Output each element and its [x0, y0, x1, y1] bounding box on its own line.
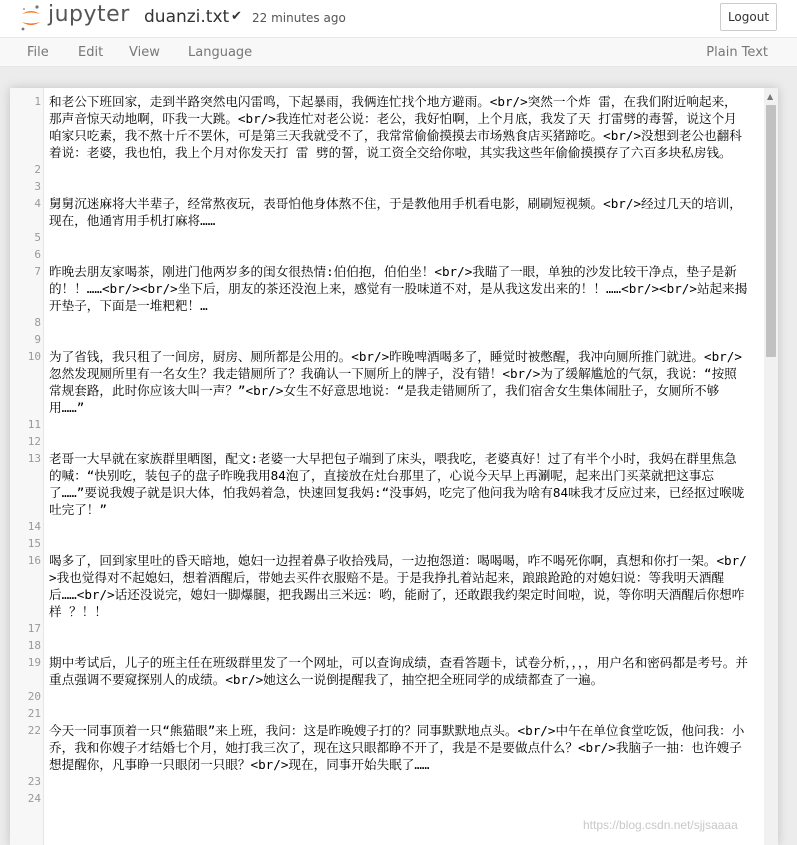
line-number: 1	[34, 95, 41, 108]
jupyter-logo-icon[interactable]	[20, 4, 42, 32]
code-line[interactable]	[10, 705, 764, 722]
line-text[interactable]	[49, 535, 749, 552]
code-line[interactable]	[10, 773, 764, 790]
code-line[interactable]	[10, 535, 764, 552]
saved-check-icon: ✔	[231, 9, 242, 24]
line-number: 18	[27, 639, 41, 652]
code-line[interactable]	[10, 450, 764, 518]
menu-view[interactable]: View	[129, 45, 160, 60]
line-number: 10	[27, 350, 41, 363]
menu-edit[interactable]: Edit	[78, 45, 104, 60]
line-text[interactable]	[49, 416, 749, 433]
code-line[interactable]	[10, 654, 764, 688]
text-editor[interactable]	[10, 88, 778, 845]
editor-content[interactable]	[10, 93, 764, 807]
line-text[interactable]	[49, 790, 749, 807]
line-number: 16	[27, 554, 41, 567]
line-text[interactable]: 为了省钱，我只租了一间房，厨房、厕所都是公用的。<br/>昨晚啤酒喝多了，睡觉时被憋醒，我冲向厕所推门就进。<br/>忽然发现厕所里有一名女生？我走错厕所了？我确认一下厕所上的牌子，没有错！<br/>为了缓解尴尬的气氛，我说：“按照常规套路，此时你应该大叫一声？”<br/>女生不好意思地说：“是我走错厕所了，我们宿舍女生集体闹肚子，女厕所不够用……”	[49, 349, 742, 415]
code-line[interactable]	[10, 161, 764, 178]
menubar	[0, 37, 797, 67]
code-line[interactable]	[10, 263, 764, 314]
watermark: https://blog.csdn.net/sjjsaaaa	[583, 818, 738, 832]
code-line[interactable]	[10, 178, 764, 195]
line-text[interactable]	[49, 637, 749, 654]
menu-language[interactable]: Language	[188, 45, 253, 60]
code-line[interactable]	[10, 688, 764, 705]
code-line[interactable]	[10, 722, 764, 773]
file-name[interactable]: duanzi.txt	[144, 7, 230, 27]
code-line[interactable]	[10, 348, 764, 416]
line-text[interactable]: 喝多了，回到家里吐的昏天暗地，媳妇一边捏着鼻子收拾残局，一边抱怨道：喝喝喝，咋不喝死你啊，真想和你打一架。<br/>我也觉得对不起媳妇，想着酒醒后，带她去买件衣服赔不是。于是我挣扎着站起来，踉踉跄跄的对媳妇说：等我明天酒醒后……<br/>话还没说完，媳妇一脚爆腿，把我踢出三米远：哟，能耐了，还敢跟我约架定时间啦，说，等你明天酒醒后你想咋样 ？！！	[49, 553, 747, 619]
line-text[interactable]: 老哥一大早就在家族群里晒图，配文:老婆一大早把包子端到了床头，喂我吃，老婆真好！过了有半个小时，我妈在群里焦急的喊：“快别吃，装包子的盘子昨晚我用84泡了，直接放在灶台那里了，心说今天早上再涮呢，起来出门买菜就把这事忘了……”要说我嫂子就是识大体，怕我妈着急，快速回复我妈:“没事妈，吃完了他问我为啥有84味我才反应过来，已经抠过喉咙吐完了！”	[49, 451, 745, 517]
line-text[interactable]	[49, 773, 749, 790]
code-line[interactable]	[10, 518, 764, 535]
code-line[interactable]	[10, 246, 764, 263]
code-line[interactable]	[10, 229, 764, 246]
line-number: 19	[27, 656, 41, 669]
line-number: 12	[27, 435, 41, 448]
code-line[interactable]	[10, 331, 764, 348]
line-number: 20	[27, 690, 41, 703]
line-number: 9	[34, 333, 41, 346]
line-number: 13	[27, 452, 41, 465]
logo-text[interactable]: jupyter	[48, 2, 130, 27]
line-text[interactable]	[49, 518, 749, 535]
line-text[interactable]	[49, 688, 749, 705]
line-text[interactable]	[49, 229, 749, 246]
code-line[interactable]	[10, 637, 764, 654]
line-number: 8	[34, 316, 41, 329]
line-text[interactable]: 舅舅沉迷麻将大半辈子，经常熬夜玩，表哥怕他身体熬不住，于是教他用手机看电影，刷刷短视频。<br/>经过几天的培训，现在，他通宵用手机打麻将……	[49, 196, 742, 228]
line-number: 2	[34, 163, 41, 176]
menu-file[interactable]: File	[27, 45, 49, 60]
line-number: 4	[34, 197, 41, 210]
code-line[interactable]	[10, 195, 764, 229]
last-modified: 22 minutes ago	[252, 11, 346, 25]
line-text[interactable]	[49, 161, 749, 178]
line-text[interactable]	[49, 705, 749, 722]
line-text[interactable]: 期中考试后，儿子的班主任在班级群里发了一个网址，可以查询成绩，查看答题卡，试卷分析，，，，用户名和密码都是考号。并重点强调不要窥探别人的成绩。<br/>她这么一说倒提醒我了，抽空把全班同学的成绩都查了一遍。	[49, 655, 748, 687]
line-text[interactable]: 今天一同事顶着一只“熊猫眼”来上班，我问：这是昨晚嫂子打的？同事默默地点头。<br/>中午在单位食堂吃饭，他问我：小乔，我和你嫂子才结婚七个月，她打我三次了，现在这只眼都睁不开了，我是不是要做点什么？<br/>我脑子一抽：也许嫂子想提醒你，凡事睁一只眼闭一只眼？<br/>现在，同事开始失眠了……	[49, 723, 745, 772]
line-number: 3	[34, 180, 41, 193]
scroll-up-arrow-icon[interactable]: ▲	[767, 92, 774, 101]
line-number: 15	[27, 537, 41, 550]
line-number: 6	[34, 248, 41, 261]
line-number: 24	[27, 792, 41, 805]
code-line[interactable]	[10, 416, 764, 433]
line-number: 23	[27, 775, 41, 788]
header	[0, 0, 797, 37]
line-text[interactable]	[49, 314, 749, 331]
line-text[interactable]	[49, 331, 749, 348]
line-text[interactable]	[49, 620, 749, 637]
line-number: 11	[27, 418, 41, 431]
code-line[interactable]	[10, 552, 764, 620]
logout-button[interactable]: Logout	[720, 3, 777, 31]
code-line[interactable]	[10, 620, 764, 637]
code-line[interactable]	[10, 314, 764, 331]
vertical-scrollbar[interactable]	[764, 88, 778, 845]
line-number: 22	[27, 724, 41, 737]
code-line[interactable]	[10, 790, 764, 807]
scrollbar-thumb[interactable]	[766, 105, 776, 357]
line-number: 21	[27, 707, 41, 720]
line-number: 7	[34, 265, 41, 278]
line-text[interactable]	[49, 246, 749, 263]
line-text[interactable]	[49, 433, 749, 450]
code-line[interactable]	[10, 433, 764, 450]
mode-indicator: Plain Text	[706, 45, 768, 60]
line-number: 5	[34, 231, 41, 244]
line-text[interactable]: 和老公下班回家，走到半路突然电闪雷鸣，下起暴雨，我俩连忙找个地方避雨。<br/>突然一个炸 雷，在我们附近响起来，那声音惊天动地啊，吓我一大跳。<br/>我连忙对老公说：老公，我好怕啊，上个月底，我发了天 打雷劈的毒誓，说这个月咱家只吃素，我不熬十斤不罢休，可是第三天我就受不了，我常常偷偷摸摸去市场熟食店买猪蹄吃。<br/>没想到老公也翻科着说：老婆，我也怕，我上个月对你发天打 雷 劈的誓，说工资全交给你啦，其实我这些年偷偷摸摸存了六百多块私房钱。	[49, 94, 742, 160]
line-number: 17	[27, 622, 41, 635]
line-text[interactable]: 昨晚去朋友家喝茶，刚进门他两岁多的闺女很热情:伯伯抱，伯伯坐！<br/>我瞄了一眼，单独的沙发比较干净点，垫子是新的！！……<br/><br/>坐下后，朋友的茶还没泡上来，感觉有一股味道不对，是从我这发出来的！！……<br/><br/>站起来揭开垫子，下面是一堆粑粑！…	[49, 264, 748, 313]
line-number: 14	[27, 520, 41, 533]
code-line[interactable]	[10, 93, 764, 161]
line-text[interactable]	[49, 178, 749, 195]
